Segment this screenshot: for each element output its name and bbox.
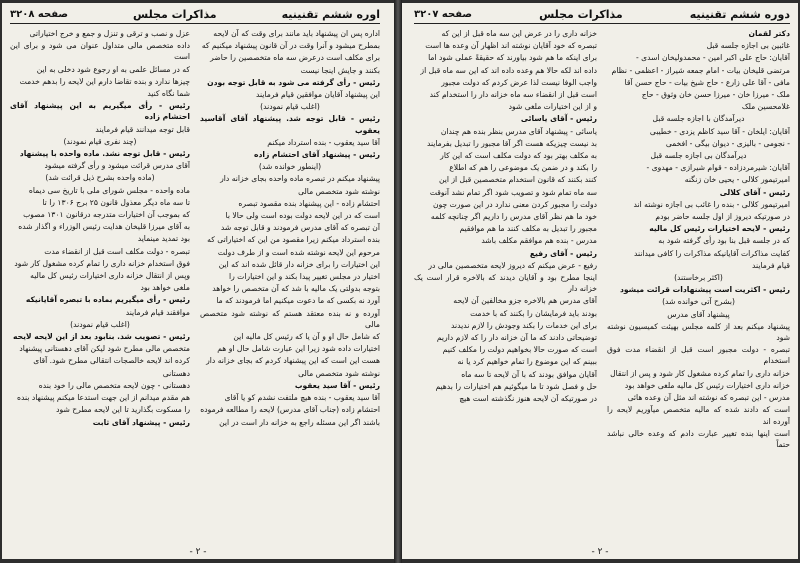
text-line: دکتر لقمان — [748, 29, 790, 38]
text-line: برای مکلف است درعرض سه ماه متخصصین را حاضر — [210, 53, 380, 63]
text-line: - نجومی - بالیزی - دیوان بیگی - افخمی — [665, 138, 790, 148]
text-line: پیشنهاد آقای مدرس — [667, 309, 730, 319]
text-line: فوق استخدام خزانه داری را تمام کرده مشغول کار شود — [14, 258, 190, 268]
text-line: داده اند لکه حالا هم وعده داده اند که این سه ماه قبل از — [420, 65, 597, 75]
text-line: آن تبصره که آقای مدرس فرمودند و قابل توجه شد — [220, 223, 380, 233]
text-line: احتشام زاده (جناب آقای مدرس) لایحه را مطالعه فرموده — [200, 405, 380, 415]
text-line: هم مقدم میدانم از این جهت استدعا میکنم پیشنهاد بنده — [17, 393, 190, 403]
right-header-title: مذاکرات مجلس — [539, 7, 623, 21]
text-line: و از این اختیارات ملغی شود — [508, 102, 597, 112]
text-line: که در جلسه قبل بنا بود رأی گرفته شود به — [658, 236, 790, 246]
text-line: است اینها بنده تغییر عبارت دادم که وعده خالی نباشد حتماً — [607, 428, 790, 449]
text-line: یاسائی - پیشنهاد آقای مدرس بنظر بنده هم چندان — [440, 126, 597, 136]
left-page — [2, 3, 394, 559]
text-line: رئیس - پیشنهاد آقای ثابت — [92, 417, 190, 427]
text-line: خود ما هم نظر آقای مدرس را داریم اگر چنانچه کلمه — [430, 212, 597, 222]
text-line: را بکند و در ضمن یک موضوعی را هم که اطلاع — [449, 163, 597, 173]
text-line: موافقند قیام فرمایند — [125, 307, 190, 317]
text-line: (بشرح آتی خوانده شد) — [662, 297, 735, 307]
left-page-folio: - ۲ - — [189, 547, 207, 557]
text-line: دیرآمدگان بی اجازه جلسه قبل — [650, 151, 747, 161]
text-line: چیزها ندارد و بنده تقاضا دارم این لایحه را بدهم خدمت — [19, 76, 190, 86]
text-line: برای این خدمات را بکند وجودش را لازم ندیدند — [451, 320, 597, 330]
right-page — [402, 3, 798, 559]
text-line: بمطرح میشود و آنرا وقت در آن قانون پیشنهاد میکنیم که — [201, 41, 380, 51]
text-line: وپس از انتقال خزانه داری اختیارات رئیس کل مالیه — [30, 271, 190, 281]
text-line: کفایت مذاکرات آقایانیکه مذاکرات را کافی میدانند — [634, 248, 790, 258]
text-line: دهستانی — [162, 368, 190, 378]
text-line: که شامل حال او و آن یا که رئیس کل مالیه این — [233, 332, 380, 342]
text-line: رفیع - عرض میکنم که دیروز لایحه متخصصین مالی در — [428, 260, 597, 270]
text-line: بکنند و جایش اینجا نیست — [300, 65, 380, 75]
text-line: به مکلف بهتر بود که دولت مکلف است که این کار — [440, 151, 597, 161]
text-line: رئیس - رأی گرفته می شود به قابل توجه بودن — [207, 77, 380, 87]
text-line: امیرتیمور کلالی - بنده را غائب بی اجازه نوشته اند — [633, 199, 790, 209]
text-line: مدرس - این تبصره که نوشته اند مثل آن وعده هائی — [627, 393, 790, 403]
text-line: اداره پس ان پیشنهاد باید مانند برای وقت که آن لایحه — [213, 29, 380, 38]
text-line: نوشته شود متخصص مالی — [298, 186, 380, 196]
text-line: (اغلب قیام نمودند) — [260, 102, 320, 112]
text-line: خزانه داری را در عرض این سه ماه قبل از این که — [441, 29, 597, 38]
text-line: واجب الوفا نیست لذا عرض کردم که دولت مجبور — [441, 77, 597, 87]
text-line: تبصره که خود آقایان نوشته اند اظهار آن وعده ها است — [425, 41, 597, 51]
text-line: (ماده واحده بشرح ذیل قرائت شد) — [45, 173, 155, 183]
text-line: رئیس - آقا سید یعقوب — [294, 380, 380, 390]
text-line: آقایان: شیرمردزاده - قوام شیرازی - مهدوی - — [646, 163, 790, 173]
text-line: این اختیارات را برای خزانه دار قائل شده اند که این — [218, 259, 380, 269]
text-line: پیشنهاد میکنم در تبصره ماده واحده بجای خزانه دار — [220, 174, 380, 184]
left-page-header — [10, 7, 380, 24]
text-line: ملغی خواهد بود — [140, 283, 190, 293]
text-line: تبصره - دولت مجبور است قبل از انقضاء مدت فوق استخدام — [607, 345, 790, 366]
text-line: خزانه داری را تمام کرده مشغول کار شود و پس از انتقال — [610, 368, 790, 378]
text-line: رئیس - اکثریت است پیشنهادات قرائت میشود — [619, 285, 790, 295]
left-page-left-column — [10, 28, 190, 548]
text-line: تبصره - دولت مکلف است قبل از انقضاء مدت — [44, 246, 190, 256]
text-line: است که صورت حالا بخواهیم دولت را مکلف کنیم — [442, 345, 597, 355]
text-line: بتوجه بدولتی یک مالیه با شد که آن متخصص را خواهد — [212, 284, 380, 294]
text-line: آقای مدرس قرائت میشود و رأی گرفته میشود — [44, 161, 190, 171]
right-page-header — [414, 7, 790, 24]
text-line: بنده استرداد میکنم زیرا مقصود من این که اختیاراتی که — [207, 235, 380, 245]
text-line: دهستانی - چون لایحه متخصص مالی را خود بنده — [38, 380, 190, 390]
text-line: امیرتیمور کلالی - یحیی خان زنگنه — [684, 175, 790, 185]
text-line: کنند بکنند که قانون استخدام متخصصین قبل از این — [438, 175, 597, 185]
text-line: را مسکوت بگذارید تا این لایحه مطرح شود — [56, 405, 190, 415]
text-line: مجبور را تبدیل به مکلف کنند ما هم موافقیم — [459, 224, 597, 234]
text-line: شما نگاه کنید — [147, 89, 190, 99]
text-line: غائبین بی اجازه جلسه قبل — [706, 41, 790, 51]
text-line: آقایان موافق بودند که با آن لایحه تا سه ماه — [461, 369, 597, 379]
text-line: است که دادند شده که مالیه متخصص میآوریم لایحه را آورده اند — [607, 405, 790, 426]
text-line: تا سه ماه دیگر معذول قانون ۲۵ برج ۱۳۰۶ را تا — [42, 197, 190, 207]
text-line: رئیس - رأی میگیریم بماده با تبصره آقایانیکه — [25, 295, 190, 305]
text-line: متخصص مالی مطرح شود لیکن آقای دهستانی پیشنهاد — [19, 344, 190, 354]
text-line: رئیس - آقای رفیع — [529, 248, 597, 258]
text-line: بودند باید فرمایشان را بکنند که با خدمت — [470, 308, 597, 318]
text-line: که بموجب آن اختیارات متدرجه درقانون ۱۳۰۱ مصوب — [23, 210, 190, 220]
text-line: رئیس - قابل توجه شد. پیشنهاد آقای آقاسید یعقوب — [200, 114, 380, 135]
text-line: قیام فرمایند — [752, 260, 790, 270]
text-line: بود تمدید مینماید — [137, 234, 190, 244]
text-line: به آقای میرزا قلیخان هدایت رئیس الوزراء و اگذار شده — [18, 222, 190, 232]
text-line: دولت را مجبور کردن معنی ندارد در این صورت چون — [433, 199, 597, 209]
text-line: رئیس - قابل توجه نشد. ماده واحده با پیشنهاد — [19, 149, 190, 159]
text-line: (چند نفری قیام نمودند) — [63, 136, 137, 146]
text-line: رئیس - لایحه اختیارات رئیس کل مالیه — [649, 224, 790, 234]
text-line: در صورتیکه دیروز از اول جلسه حاضر بودم — [655, 212, 790, 222]
text-line: (اغلب قیام نمودند) — [70, 319, 130, 329]
text-line: نوشته شود متخصص مالی — [298, 368, 380, 378]
left-header-journal: اوره ششم تقنینیه — [281, 7, 380, 21]
text-line: مدرس - بنده هم موافقم مکلف باشد — [481, 236, 597, 246]
text-line: آقا سید یعقوب - بنده استرداد میکنم — [267, 137, 380, 147]
text-line: اختیار در مجلس تغییر پیدا بکند و این اختیارات را — [228, 272, 380, 282]
text-line: است قبل از انقضاء سه ماه خزانه دار را استخدام کند — [429, 90, 597, 100]
text-line: بد نیست چیزیکه هست اگر آقا مجبور را تبدیل بفرمایند — [426, 138, 597, 148]
text-line: رئیس - رأی میگیریم به این پیشنهاد آقای احتشام زاده — [10, 101, 190, 122]
text-line: پیشنهاد میکنم بعد از کلمه مجلس بهیئت کمیسیون نوشته شود — [607, 321, 790, 343]
text-line: دیرآمدگان با اجازه جلسه قبل — [652, 114, 745, 124]
text-line: این پیشنهاد آقایان موافقین قیام فرمایند — [256, 90, 380, 100]
text-line: اینجا مطرح بود و آقایان دیدند که بالاخره قرار است یک خزانه دار — [414, 273, 597, 294]
text-line: مافی - آقا علی زارع - حاج شیخ بیات - حاج حسن آقا — [624, 77, 790, 87]
text-line: غلامحسین ملک — [741, 102, 790, 112]
book-gutter — [394, 0, 402, 563]
text-line: ملک - میرزا خان - میرزا حسن خان وثوق - حاج — [641, 90, 790, 100]
text-line: سه ماه تمام شود و تصویب شود اگر تمام نشد آنوقت — [429, 187, 597, 197]
text-line: برای اینکه ما هم شود بیاورند که حقیقةً عملی شود اما — [428, 53, 597, 63]
text-line: آقای مدرس هم بالاخره جزو مخالفین آن لایحه — [453, 296, 597, 306]
text-line: باشند اگر این مسئله راجع به خزانه دار است در این — [219, 417, 380, 427]
left-header-title: مذاکرات مجلس — [133, 7, 217, 21]
text-line: رئیس - تصویب شد. بنابود بعد از این لایحه لایحه — [13, 332, 190, 342]
text-line: آقایان: حاج علی اکبر امین - محمدولیخان اسدی - — [636, 53, 790, 63]
text-line: هست این است که این پیشنهاد کردم که بجای خزانه دار — [206, 356, 380, 366]
text-line: توضیحاتی دادند که ما آن خزانه دار را که لازم داریم — [436, 333, 597, 343]
text-line: خزانه داری اختیارات رئیس کل مالیه ملغی خواهد بود — [624, 380, 790, 390]
text-line: ببینم که این موضوع را تمام خواهیم کرد یا نه — [457, 357, 597, 367]
text-line: حل و فصل شود تا ما میگوئیم هم اختیارات را بدهیم — [435, 381, 597, 391]
text-line: ماده واحده - مجلس شورای ملی با تاریخ سی دیماه — [28, 185, 190, 195]
text-line: (اکثر برخاستند) — [674, 273, 723, 283]
right-page-left-column — [414, 28, 597, 548]
text-line: رئیس - آقای کلالی — [719, 187, 790, 197]
text-line: (اینطور خوانده شد) — [258, 162, 322, 172]
text-line: احتشام زاده - این پیشنهاد بنده مقصود تبصره — [238, 198, 380, 208]
text-line: آورد نه بکسی که ما دعوت میکنیم اما فرمودند که ما — [216, 296, 380, 306]
right-page-right-column — [607, 28, 790, 548]
text-line: عزل و نصب و ترقی و تنزل و جمع و خرج اختیاراتی — [29, 29, 190, 38]
text-line: قابل توجه میدانند قیام فرمایند — [95, 124, 190, 134]
right-page-folio: - ۲ - — [591, 547, 609, 557]
text-line: اختیارات داده شود زیرا این عبارت شامل حال او هم — [217, 344, 380, 354]
right-header-page-number: صفحه ۳۲۰۷ — [414, 8, 473, 20]
right-header-journal: دوره ششم تقنینیه — [689, 7, 790, 21]
left-header-page-number: صفحه ۳۲۰۸ — [10, 8, 69, 20]
text-line: آقایان: ایلخان - آقا سید کاظم یزدی - خطیبی — [649, 126, 790, 136]
text-line: رئیس - آقای یاسائی — [520, 114, 597, 124]
text-line: آقا سید یعقوب - بنده هیچ ملتفت نشدم کو یا آقای — [224, 393, 380, 403]
text-line: در صورتیکه آن لایحه هنوز نگذشته است هیچ — [459, 394, 597, 404]
left-page-right-column — [200, 28, 380, 548]
text-line: است که در این لایحه دولت بوده است ولی حالا با — [225, 211, 380, 221]
text-line: داده متخصص مالی متداول عنوان می شود و برای این است — [10, 41, 190, 62]
text-line: کرده اند لایحه خالصجات انتقالی مطرح شود. آقای — [33, 356, 190, 366]
text-line: که در مسائل علمی به او رجوع شود دخلی به این — [36, 64, 190, 74]
text-line: مرحوم این لایحه نوشته شده است و از طرف دولت — [217, 247, 380, 257]
text-line: مرتضی قلیخان بیات - امام جمعه شیراز - اعظمی - نظام — [611, 65, 790, 75]
text-line: آورده و نه بنده معتقد هستم که نوشته شود متخصص مالی — [200, 308, 380, 329]
text-line: رئیس - پیشنهاد آقای احتشام زاده — [253, 150, 380, 160]
